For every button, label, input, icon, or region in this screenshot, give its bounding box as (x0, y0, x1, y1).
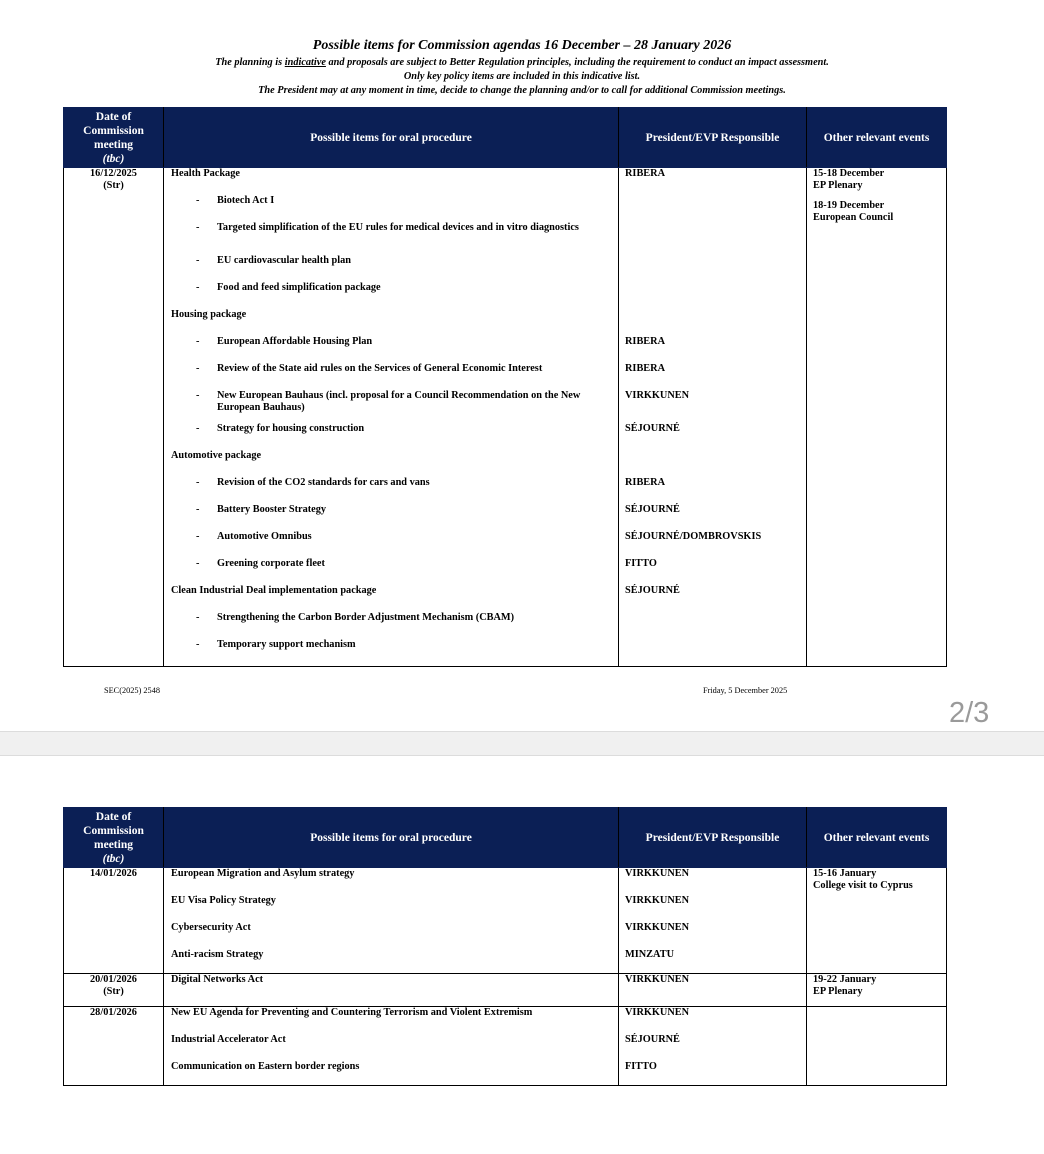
meeting-date-cell (64, 974, 164, 1007)
responsible-entry (619, 222, 806, 255)
header-date-line: Commission (83, 124, 144, 137)
document-subtitle-line3: The President may at any moment in time, decide to change the planning and/or to call for additional Commission meetings. (258, 85, 786, 96)
item-text: Automotive package (171, 450, 262, 461)
header-responsible: President/EVP Responsible (619, 108, 807, 168)
responsible-name: VIRKKUNEN (625, 1007, 690, 1018)
header-date-tbc: (tbc) (102, 152, 125, 165)
item-text: Clean Industrial Deal implementation package (171, 585, 377, 596)
responsible-entry (619, 558, 806, 585)
package-item (164, 309, 618, 336)
meeting-date: 28/01/2026 (90, 1007, 137, 1018)
table-row (64, 168, 947, 667)
responsible-entry (619, 450, 806, 477)
header-responsible: President/EVP Responsible (619, 808, 807, 868)
sub-item (164, 639, 618, 666)
item-text: Cybersecurity Act (171, 922, 251, 933)
items-cell (164, 1007, 619, 1086)
responsible-entry (619, 1007, 806, 1034)
items-cell (164, 974, 619, 1007)
table-row (64, 1007, 947, 1086)
responsible-entry (619, 922, 806, 949)
event-name: EP Plenary (813, 180, 863, 191)
events-cell (807, 974, 947, 1007)
meeting-date: 16/12/2025 (90, 168, 137, 179)
responsible-entry (619, 612, 806, 639)
responsible-cell (619, 168, 807, 667)
bullet-dash: - (196, 504, 200, 515)
responsible-entry (619, 255, 806, 282)
item (164, 895, 618, 922)
responsible-entry (619, 504, 806, 531)
bullet-dash: - (196, 390, 200, 401)
responsible-cell (619, 974, 807, 1007)
event-name: College visit to Cyprus (813, 880, 913, 891)
sub-item (164, 195, 618, 222)
events-cell (807, 868, 947, 974)
header-events: Other relevant events (807, 108, 947, 168)
bullet-dash: - (196, 336, 200, 347)
package-item (164, 585, 618, 612)
responsible-entry (619, 585, 806, 612)
header-date-line: Date of (95, 110, 132, 123)
bullet-dash: - (196, 639, 200, 650)
header-date (64, 108, 164, 168)
sub-item (164, 282, 618, 309)
responsible-entry (619, 336, 806, 363)
item-text: Temporary support mechanism (217, 639, 356, 650)
meeting-date: 20/01/2026 (90, 974, 137, 985)
item (164, 1034, 618, 1061)
bullet-dash: - (196, 531, 200, 542)
header-date-line: Date of (95, 810, 132, 823)
responsible-entry (619, 390, 806, 423)
responsible-entry (619, 195, 806, 222)
responsible-entry (619, 168, 806, 195)
item (164, 1061, 618, 1085)
items-cell (164, 168, 619, 667)
header-items: Possible items for oral procedure (164, 808, 619, 868)
event-entry (807, 168, 946, 192)
item-text: Revision of the CO2 standards for cars and vans (217, 477, 430, 488)
sub-item (164, 558, 618, 585)
item-text: Strengthening the Carbon Border Adjustment Mechanism (CBAM) (217, 612, 515, 623)
responsible-name: SÉJOURNÉ (625, 1034, 680, 1045)
meeting-date-cell (64, 168, 164, 667)
responsible-name: VIRKKUNEN (625, 895, 690, 906)
sub-item (164, 504, 618, 531)
responsible-name: RIBERA (625, 336, 666, 347)
responsible-entry (619, 868, 806, 895)
header-items: Possible items for oral procedure (164, 108, 619, 168)
item-text: Automotive Omnibus (217, 531, 312, 542)
header-date-tbc: (tbc) (102, 852, 125, 865)
sub-item (164, 363, 618, 390)
table-header-row (64, 808, 947, 868)
event-entry (807, 868, 946, 892)
bullet-dash: - (196, 282, 200, 293)
event-date: 19-22 January (813, 974, 877, 985)
footer-date: Friday, 5 December 2025 (703, 686, 788, 695)
sub-item (164, 477, 618, 504)
bullet-dash: - (196, 195, 200, 206)
header-date-line: Commission (83, 824, 144, 837)
responsible-entry (619, 1061, 806, 1085)
events-cell (807, 168, 947, 667)
subtitle-underlined: indicative (284, 57, 326, 68)
responsible-name: FITTO (625, 558, 657, 569)
package-item (164, 450, 618, 477)
events-cell (807, 1007, 947, 1086)
bullet-dash: - (196, 423, 200, 434)
items-cell (164, 868, 619, 974)
responsible-name: VIRKKUNEN (625, 974, 690, 985)
meeting-date-cell (64, 1007, 164, 1086)
table-row (64, 868, 947, 974)
responsible-cell (619, 868, 807, 974)
responsible-name: SÉJOURNÉ (625, 504, 680, 515)
header-date-line: meeting (94, 138, 133, 151)
item-text: Industrial Accelerator Act (171, 1034, 286, 1045)
event-date: 15-18 December (813, 168, 885, 179)
responsible-entry (619, 1034, 806, 1061)
event-date: 15-16 January (813, 868, 877, 879)
responsible-name: VIRKKUNEN (625, 922, 690, 933)
event-entry (807, 200, 946, 224)
sub-item (164, 222, 618, 255)
responsible-name: VIRKKUNEN (625, 868, 690, 879)
responsible-entry (619, 309, 806, 336)
item (164, 974, 618, 1005)
responsible-name: FITTO (625, 1061, 657, 1072)
table-row (64, 974, 947, 1007)
item-text: EU Visa Policy Strategy (171, 895, 276, 906)
page-indicator: 2/3 (949, 697, 990, 729)
responsible-name: MINZATU (625, 949, 675, 960)
item-text: Biotech Act I (217, 195, 275, 206)
meeting-date-note: (Str) (103, 986, 124, 997)
item-text: Digital Networks Act (171, 974, 264, 985)
responsible-name: SÉJOURNÉ (625, 585, 680, 596)
item-text: Food and feed simplification package (217, 282, 381, 293)
responsible-entry (619, 974, 806, 1005)
item-text: New European Bauhaus (incl. proposal for a Council Recommendation on the New European Bauhaus) (217, 390, 581, 413)
package-item (164, 168, 618, 195)
item (164, 1007, 618, 1034)
document-subtitle-line1 (0, 56, 1044, 69)
item-text: Anti-racism Strategy (171, 949, 264, 960)
bullet-dash: - (196, 222, 200, 233)
item-text: New EU Agenda for Preventing and Countering Terrorism and Violent Extremism (171, 1007, 533, 1018)
sub-item (164, 390, 618, 423)
bullet-dash: - (196, 255, 200, 266)
item (164, 868, 618, 895)
responsible-entry (619, 895, 806, 922)
responsible-name: VIRKKUNEN (625, 390, 690, 401)
responsible-entry (619, 423, 806, 450)
subtitle-post: and proposals are subject to Better Regulation principles, including the requirement to conduct an impact assessment. (325, 57, 829, 68)
header-events: Other relevant events (807, 808, 947, 868)
agenda-table-page3 (63, 807, 947, 1086)
responsible-entry (619, 282, 806, 309)
sub-item (164, 423, 618, 450)
sub-item (164, 531, 618, 558)
table-header-row (64, 108, 947, 168)
item (164, 922, 618, 949)
item-text: Communication on Eastern border regions (171, 1061, 360, 1072)
header-date-line: meeting (94, 838, 133, 851)
meeting-date-cell (64, 868, 164, 974)
item-text: EU cardiovascular health plan (217, 255, 351, 266)
responsible-name: SÉJOURNÉ/DOMBROVSKIS (625, 531, 762, 542)
item-text: Review of the State aid rules on the Services of General Economic Interest (217, 363, 543, 374)
item-text: Housing package (171, 309, 247, 320)
page-separator (0, 731, 1044, 756)
subtitle-pre: The planning is (215, 57, 285, 68)
bullet-dash: - (196, 558, 200, 569)
bullet-dash: - (196, 477, 200, 488)
responsible-cell (619, 1007, 807, 1086)
bullet-dash: - (196, 363, 200, 374)
agenda-table-page2 (63, 107, 947, 667)
header-date (64, 808, 164, 868)
footer-reference: SEC(2025) 2548 (104, 686, 161, 695)
document-title: Possible items for Commission agendas 16 December – 28 January 2026 (312, 38, 732, 53)
responsible-name: RIBERA (625, 363, 666, 374)
sub-item (164, 336, 618, 363)
responsible-entry (619, 949, 806, 973)
sub-item (164, 255, 618, 282)
responsible-entry (619, 363, 806, 390)
responsible-entry (619, 477, 806, 504)
sub-item (164, 612, 618, 639)
item-text: Battery Booster Strategy (217, 504, 327, 515)
item-text: Targeted simplification of the EU rules for medical devices and in vitro diagnostics (217, 222, 579, 233)
event-name: EP Plenary (813, 986, 863, 997)
responsible-name: SÉJOURNÉ (625, 423, 680, 434)
event-name: European Council (813, 212, 894, 223)
event-entry (807, 974, 946, 998)
item-text: Strategy for housing construction (217, 423, 365, 434)
bullet-dash: - (196, 612, 200, 623)
responsible-entry (619, 531, 806, 558)
meeting-date: 14/01/2026 (90, 868, 137, 879)
item-text: Health Package (171, 168, 240, 179)
responsible-name: RIBERA (625, 477, 666, 488)
document-subtitle-line2: Only key policy items are included in this indicative list. (403, 71, 641, 82)
item-text: Greening corporate fleet (217, 558, 325, 569)
item-text: European Affordable Housing Plan (217, 336, 373, 347)
event-date: 18-19 December (813, 200, 885, 211)
meeting-date-note: (Str) (103, 180, 124, 191)
item (164, 949, 618, 973)
responsible-entry (619, 639, 806, 666)
item-text: European Migration and Asylum strategy (171, 868, 355, 879)
responsible-name: RIBERA (625, 168, 666, 179)
